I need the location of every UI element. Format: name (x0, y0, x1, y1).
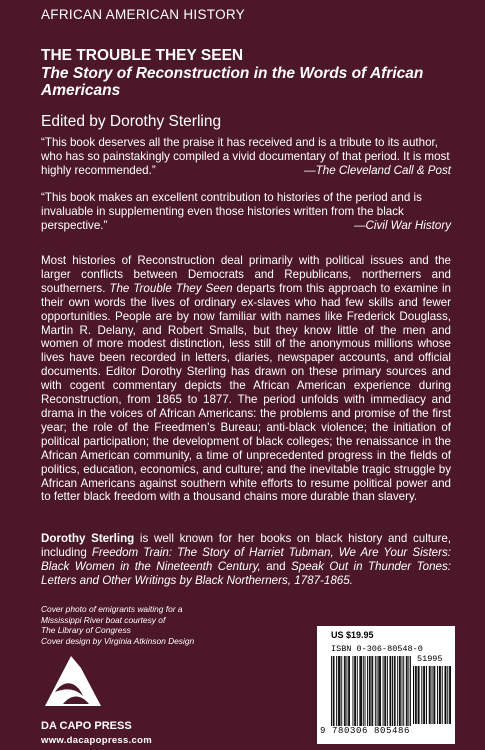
isbn-label: ISBN 0-306-80548-0 (331, 644, 423, 654)
barcode-bar (339, 656, 340, 726)
barcode-bar (426, 666, 427, 724)
review-quote (41, 136, 451, 178)
barcode-bar (338, 656, 339, 726)
barcode-bar (445, 666, 446, 724)
barcode-bar (419, 666, 420, 724)
barcode-addon-number: 51995 (417, 654, 443, 664)
barcode-bar (380, 656, 381, 726)
barcode-bar (383, 656, 384, 726)
publisher-website: www.dacapopress.com (41, 735, 152, 746)
barcode-bar (416, 666, 417, 724)
barcode-bar (336, 656, 337, 726)
barcode-bar (423, 666, 424, 724)
cover-credits (41, 604, 194, 646)
barcode-bar (363, 656, 364, 726)
barcode-bar (345, 656, 346, 726)
credit-line: Mississippi River boat courtesy of (41, 614, 166, 625)
barcode-bar (403, 656, 404, 726)
barcode-bar (445, 666, 446, 724)
barcode-bar (346, 656, 347, 726)
barcode-bar (372, 656, 373, 726)
barcode-bar (415, 666, 416, 724)
quote-text: “This book makes an excellent contribution to histories of the period and is invaluable in supplementing even those histories written from the black perspective.” (41, 191, 422, 232)
barcode-bar (407, 656, 408, 726)
barcode-bar (357, 656, 358, 726)
barcode-bar (359, 656, 360, 726)
price-label: US $19.95 (331, 630, 374, 640)
quote-source: —The Cleveland Call & Post (304, 164, 451, 177)
barcode-bar (367, 656, 368, 726)
credit-line: The Library of Congress (41, 625, 131, 635)
barcode-bar (348, 656, 349, 726)
barcode-bar (397, 656, 398, 726)
barcode-bar (399, 656, 400, 726)
barcode-bar (355, 656, 356, 726)
book-description (41, 254, 451, 504)
barcode-bar (406, 656, 407, 726)
barcode-bar (449, 666, 450, 724)
barcode-bar (331, 656, 332, 726)
barcode-bar (429, 666, 430, 724)
credit-line: Cover photo of emigrants waiting for a (41, 604, 183, 614)
barcode-bar (371, 656, 372, 726)
book-subtitle: The Story of Reconstruction in the Words of African Americans (41, 65, 424, 99)
barcode-bar (365, 656, 366, 726)
barcode-bar (410, 656, 411, 726)
author-bio (41, 532, 451, 588)
barcode-bar (421, 666, 422, 724)
description-text: Most histories of Reconstruction deal primarily with political issues and the larger conflicts between Democrats and Republicans, northerners and southerners. (41, 254, 451, 295)
barcode-bar (418, 666, 419, 724)
barcode-bar (437, 666, 438, 724)
barcode-addon-icon (413, 666, 451, 724)
barcode-bar (402, 656, 403, 726)
barcode-bar (424, 666, 425, 724)
barcode-bar (439, 666, 440, 724)
barcode-bar (387, 656, 388, 726)
barcode-bar (370, 656, 371, 726)
barcode-bar (353, 656, 354, 726)
barcode-bar (341, 656, 342, 726)
barcode-box (317, 626, 455, 744)
bio-book-title: Freedom Train: The Story of Harriet Tubman, We Are Your Sisters: Black Women in the Nineteenth Century, (41, 546, 451, 573)
bio-text: is well known for her books on black history and culture, including (41, 532, 451, 559)
barcode-bar (450, 666, 451, 724)
credit-line: Cover design by Virginia Atkinson Design (41, 635, 195, 646)
barcode-bar (349, 656, 350, 726)
bio-text: and (260, 560, 292, 573)
review-quote (41, 191, 451, 233)
barcode-bar (413, 666, 414, 724)
barcode-bar (344, 656, 345, 726)
barcode-bar (442, 666, 443, 724)
da-capo-logo-icon (41, 652, 105, 712)
barcode-bar (377, 656, 378, 726)
author-name: Dorothy Sterling (41, 532, 135, 545)
barcode-bar (340, 656, 341, 726)
quote-text: “This book deserves all the praise it has received and is a tribute to its author, who has so painstakingly compiled a vivid documentary of that period. It is most highly recommended.” (41, 136, 450, 177)
barcode-bar (375, 656, 376, 726)
barcode-bar (385, 656, 386, 726)
barcode-bar (390, 656, 391, 726)
barcode-bar (430, 666, 431, 724)
barcode-bar (434, 666, 435, 724)
barcode-bar (379, 656, 380, 726)
barcode-bar (400, 656, 401, 726)
publisher-name: DA CAPO PRESS (41, 720, 132, 732)
barcode-bar (384, 656, 385, 726)
barcode-bar (360, 656, 361, 726)
description-text: departs from this approach to examine in their own words the lives of ordinary ex-slaves who had few skills and fewer opportunities. People are by now familiar with names like Frederick Douglass, Martin R. Delany, and Robert Smalls, but they know little of the men and women of more modest distinction, less still of the anonymous millions whose lives have been recorded in letters, diaries, newspaper accounts, and official documents. Editor Dorothy Sterling has drawn on these primary sources and with cogent commentary depicts the African American experience during Reconstruction, from 1865 to 1877. The period unfolds with immediacy and drama in the voices of African Americans: the problems and promise of the first year; the role of the Freedmen’s Bureau; anti-black violence; the initiation of political participation; the development of black colleges; the renaissance in the African American community, a time of unprecedented progress in the fields of politics, education, economics, and culture; and the inevitable tragic struggle by African Americans against southern white efforts to resume political power and to fetter black freedom with a thousand chains more durable than slavery. (41, 281, 451, 504)
bio-book-title: Speak Out in Thunder Tones: Letters and Other Writings by Black Northerners, 1787-1865. (41, 560, 452, 587)
barcode-bar (378, 656, 379, 726)
barcode-bar (395, 656, 396, 726)
barcode-bar (369, 656, 370, 726)
barcode-bar (432, 666, 433, 724)
barcode-bar (394, 656, 395, 726)
barcode-bar (333, 656, 334, 726)
ean-number: 9 780306 805486 (320, 726, 411, 736)
barcode-bar (447, 666, 448, 724)
barcode-bar (354, 656, 355, 726)
barcode-bar (361, 656, 362, 726)
category-label: AFRICAN AMERICAN HISTORY (41, 7, 245, 22)
book-title: THE TROUBLE THEY SEEN (41, 47, 244, 64)
barcode-bar (440, 666, 441, 724)
quote-source: —Civil War History (353, 219, 451, 232)
editor-credit: Edited by Dorothy Sterling (41, 113, 222, 130)
barcode-bar (433, 666, 434, 724)
barcode-bar (334, 656, 335, 726)
barcode-bar (408, 656, 409, 726)
barcode-bar (389, 656, 390, 726)
description-book-title: The Trouble They Seen (109, 281, 233, 295)
barcode-icon (331, 656, 411, 726)
barcode-bar (392, 656, 393, 726)
